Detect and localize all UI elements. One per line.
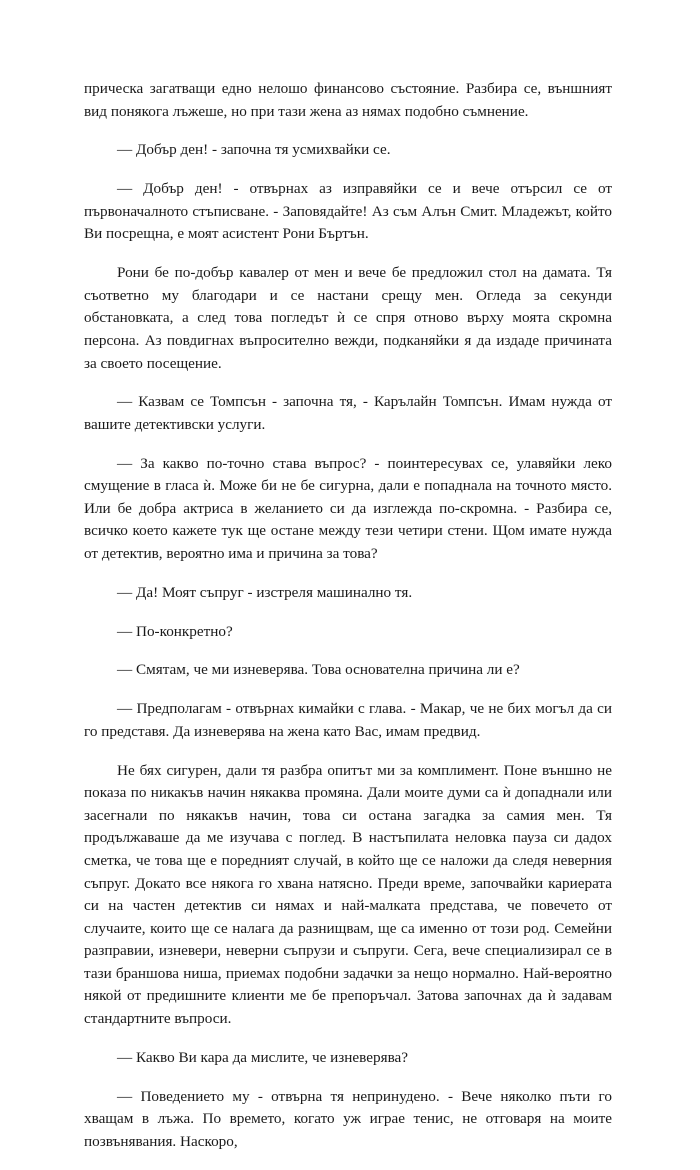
paragraph: — Да! Моят съпруг - изстреля машинално тя. bbox=[117, 583, 413, 601]
paragraph: — Добър ден! - отвърнах аз изправяйки се и вече отърсил се от първоначалното стъписване. - Заповядайте! Аз съм Алън Смит. Младежът, който Ви посрещна, е моят асистент Рони Бъртън. bbox=[84, 180, 612, 243]
paragraph: — Предполагам - отвърнах кимайки с глава. - Макар, че не бих могъл да си го представя. Да изневерява на жена като Вас, имам предвид. bbox=[84, 700, 612, 740]
paragraph: Не бях сигурен, дали тя разбра опитът ми за комплимент. Поне външно не показа по никакъв начин някаква промяна. Дали моите думи са ѝ допаднали или засегнали по някакъв начин, това си остана загадка за самия мен. Тя продължаваше да ме изучава с поглед. В настъпилата неловка пауза си дадох сметка, че това ще е поредният случай, в който ще се наложи да следя неверния съпруг. Докато все някога го хвана натясно. Преди време, започвайки кариерата си на частен детектив си нямах и най-малката представа, че повечето от случаите, които ще се налага да разнищвам, ще са именно от този род. Семейни разправии, изневери, неверни съпрузи и съпруги. Сега, вече специализирал се в тази браншова ниша, приемах подобни задачки за нещо нормално. Най-вероятно някой от предишните клиенти ме бе препоръчал. Затова започнах да ѝ задавам стандартните въпроси. bbox=[84, 761, 612, 1028]
paragraph: Рони бе по-добър кавалер от мен и вече бе предложил стол на дамата. Тя съответно му благодари и се настани срещу мен. Огледа за секунди обстановката, а след това погледът ѝ се спря отново върху моята скромна персона. Аз повдигнах въпросително вежди, подканяйки я да издаде причината за своето посещение. bbox=[84, 264, 612, 372]
paragraph: — Добър ден! - започна тя усмихвайки се. bbox=[117, 141, 391, 159]
document-page bbox=[84, 78, 612, 1170]
paragraph: — За какво по-точно става въпрос? - поинтересувах се, улавяйки леко смущение в гласа ѝ. Може би не бе сигурна, дали е попаднала на точното място. Или бе добра актриса в желанието си да изглежда по-скромна. - Разбира се, всичко което кажете тук ще остане между тези четири стени. Щом имате нужда от детектив, вероятно има и причина за това? bbox=[84, 454, 612, 563]
paragraph: — Какво Ви кара да мислите, че изневерява? bbox=[117, 1048, 409, 1066]
paragraph: прическа загатващи едно нелошо финансово състояние. Разбира се, външният вид понякога лъжеше, но при тази жена аз нямах подобно съмнение. bbox=[84, 80, 612, 120]
paragraph: — Казвам се Томпсън - започна тя, - Карълайн Томпсън. Имам нужда от вашите детективски услуги. bbox=[84, 393, 612, 433]
paragraph: — Поведението му - отвърна тя непринудено. - Вече няколко пъти го хващам в лъжа. По времето, когато уж играе тенис, не отговаря на моите позвънявания. Наскоро, bbox=[84, 1087, 612, 1150]
paragraph: — Смятам, че ми изневерява. Това основателна причина ли е? bbox=[117, 661, 520, 679]
paragraph: — По-конкретно? bbox=[117, 622, 233, 640]
